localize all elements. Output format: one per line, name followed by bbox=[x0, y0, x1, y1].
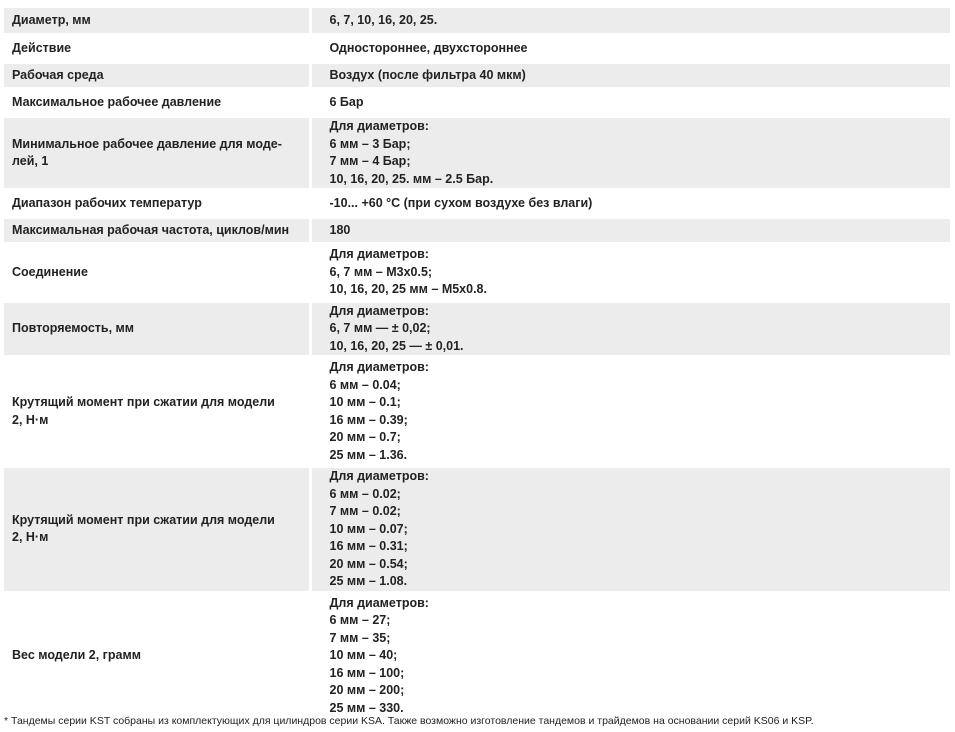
value-text: 10 мм – 0.07; bbox=[329, 521, 408, 536]
parameter-text: Диапазон рабочих температур bbox=[12, 195, 202, 210]
value-text: 20 мм – 0.54; bbox=[329, 556, 408, 571]
value-text: 10, 16, 20, 25 — ± 0,01. bbox=[329, 338, 464, 353]
value-text: Для диаметров: bbox=[329, 303, 429, 318]
value-text: 7 мм – 35; bbox=[329, 630, 391, 645]
parameter-cell bbox=[4, 593, 310, 720]
value-cell bbox=[310, 244, 950, 301]
value-text: -10... +60 °С (при сухом воздухе без влаги) bbox=[329, 195, 593, 210]
footnote: * Тандемы серии KST собраны из комплектующих для цилиндров серии KSA. Также возможно изготовление тандемов и трайдемов на основании серий KS06 и KSP. bbox=[4, 715, 814, 727]
parameter-text: Крутящий момент при сжатии для модели bbox=[12, 512, 275, 527]
value-text: 10 мм – 40; bbox=[329, 648, 398, 662]
table-row bbox=[4, 8, 950, 35]
parameter-cell bbox=[4, 217, 310, 244]
parameter-cell bbox=[4, 62, 310, 89]
table-row bbox=[4, 62, 950, 89]
value-text: 6, 7, 10, 16, 20, 25. bbox=[329, 12, 438, 27]
parameter-text: 2, Н·м bbox=[12, 412, 49, 427]
value-text: 6 мм – 27; bbox=[329, 613, 391, 627]
value-text: Для диаметров: bbox=[329, 247, 429, 261]
parameter-text: Максимальное рабочее давление bbox=[12, 94, 222, 109]
parameter-cell bbox=[4, 357, 310, 466]
value-text: 10, 16, 20, 25. мм – 2.5 Бар. bbox=[329, 171, 494, 186]
value-cell bbox=[310, 593, 950, 720]
parameter-cell bbox=[4, 466, 310, 593]
parameter-text: Повторяемость, мм bbox=[12, 321, 135, 335]
table-row bbox=[4, 89, 950, 116]
parameter-text: Максимальная рабочая частота, циклов/мин bbox=[12, 222, 290, 237]
parameter-cell bbox=[4, 89, 310, 116]
table-row bbox=[4, 190, 950, 217]
table-row bbox=[4, 593, 950, 720]
table-row bbox=[4, 244, 950, 301]
parameter-text: Крутящий момент при сжатии для модели bbox=[12, 395, 275, 409]
value-text: 180 bbox=[329, 222, 351, 237]
table-row bbox=[4, 217, 950, 244]
value-text: 20 мм – 200; bbox=[329, 683, 405, 697]
value-text: 6 мм – 3 Бар; bbox=[329, 136, 411, 151]
parameter-cell bbox=[4, 190, 310, 217]
spec-table-body bbox=[4, 8, 950, 719]
parameter-cell bbox=[4, 8, 310, 35]
table-row bbox=[4, 466, 950, 593]
parameter-text: 2, Н·м bbox=[12, 530, 49, 545]
value-text: 6, 7 мм — ± 0,02; bbox=[329, 321, 431, 335]
value-text: Для диаметров: bbox=[329, 469, 429, 483]
parameter-text: Рабочая среда bbox=[12, 67, 104, 82]
value-text: 6 мм – 0.04; bbox=[329, 377, 401, 392]
table-row bbox=[4, 116, 950, 190]
parameter-text: Соединение bbox=[12, 264, 88, 279]
parameter-text: Действие bbox=[12, 40, 72, 55]
value-text: Одностороннее, двухстороннее bbox=[329, 40, 528, 55]
value-text: 10 мм – 0.1; bbox=[329, 395, 401, 409]
value-text: 6, 7 мм – М3х0.5; bbox=[329, 264, 433, 279]
value-text: Для диаметров: bbox=[329, 360, 429, 374]
value-cell bbox=[310, 190, 950, 217]
value-text: Для диаметров: bbox=[329, 595, 429, 610]
value-cell bbox=[310, 301, 950, 358]
value-cell bbox=[310, 357, 950, 466]
parameter-text: Диаметр, мм bbox=[12, 12, 91, 27]
value-cell bbox=[310, 116, 950, 190]
parameter-cell bbox=[4, 301, 310, 358]
parameter-cell bbox=[4, 244, 310, 301]
value-text: 7 мм – 0.02; bbox=[329, 504, 401, 518]
value-text: 6 Бар bbox=[329, 94, 364, 109]
value-cell bbox=[310, 62, 950, 89]
value-text: 7 мм – 4 Бар; bbox=[329, 154, 411, 168]
spec-table bbox=[4, 8, 950, 721]
value-text: 16 мм – 100; bbox=[329, 665, 405, 680]
value-cell bbox=[310, 8, 950, 35]
value-cell bbox=[310, 217, 950, 244]
value-text: 20 мм – 0.7; bbox=[329, 430, 401, 444]
parameter-cell bbox=[4, 35, 310, 62]
table-row bbox=[4, 357, 950, 466]
value-text: 25 мм – 330. bbox=[329, 700, 404, 715]
value-text: Воздух (после фильтра 40 мкм) bbox=[329, 67, 526, 82]
value-text: 25 мм – 1.36. bbox=[329, 447, 408, 462]
table-row bbox=[4, 301, 950, 358]
parameter-text: Вес модели 2, грамм bbox=[12, 648, 141, 662]
value-cell bbox=[310, 89, 950, 116]
parameter-cell bbox=[4, 116, 310, 190]
value-text: Для диаметров: bbox=[329, 119, 429, 133]
value-text: 16 мм – 0.39; bbox=[329, 412, 408, 427]
value-text: 10, 16, 20, 25 мм – М5х0.8. bbox=[329, 282, 487, 296]
value-text: 6 мм – 0.02; bbox=[329, 486, 401, 501]
value-text: 16 мм – 0.31; bbox=[329, 539, 408, 553]
parameter-text: лей, 1 bbox=[12, 154, 49, 168]
value-text: 25 мм – 1.08. bbox=[329, 574, 408, 588]
value-cell bbox=[310, 466, 950, 593]
value-cell bbox=[310, 35, 950, 62]
table-row bbox=[4, 35, 950, 62]
parameter-text: Минимальное рабочее давление для моде- bbox=[12, 136, 282, 151]
